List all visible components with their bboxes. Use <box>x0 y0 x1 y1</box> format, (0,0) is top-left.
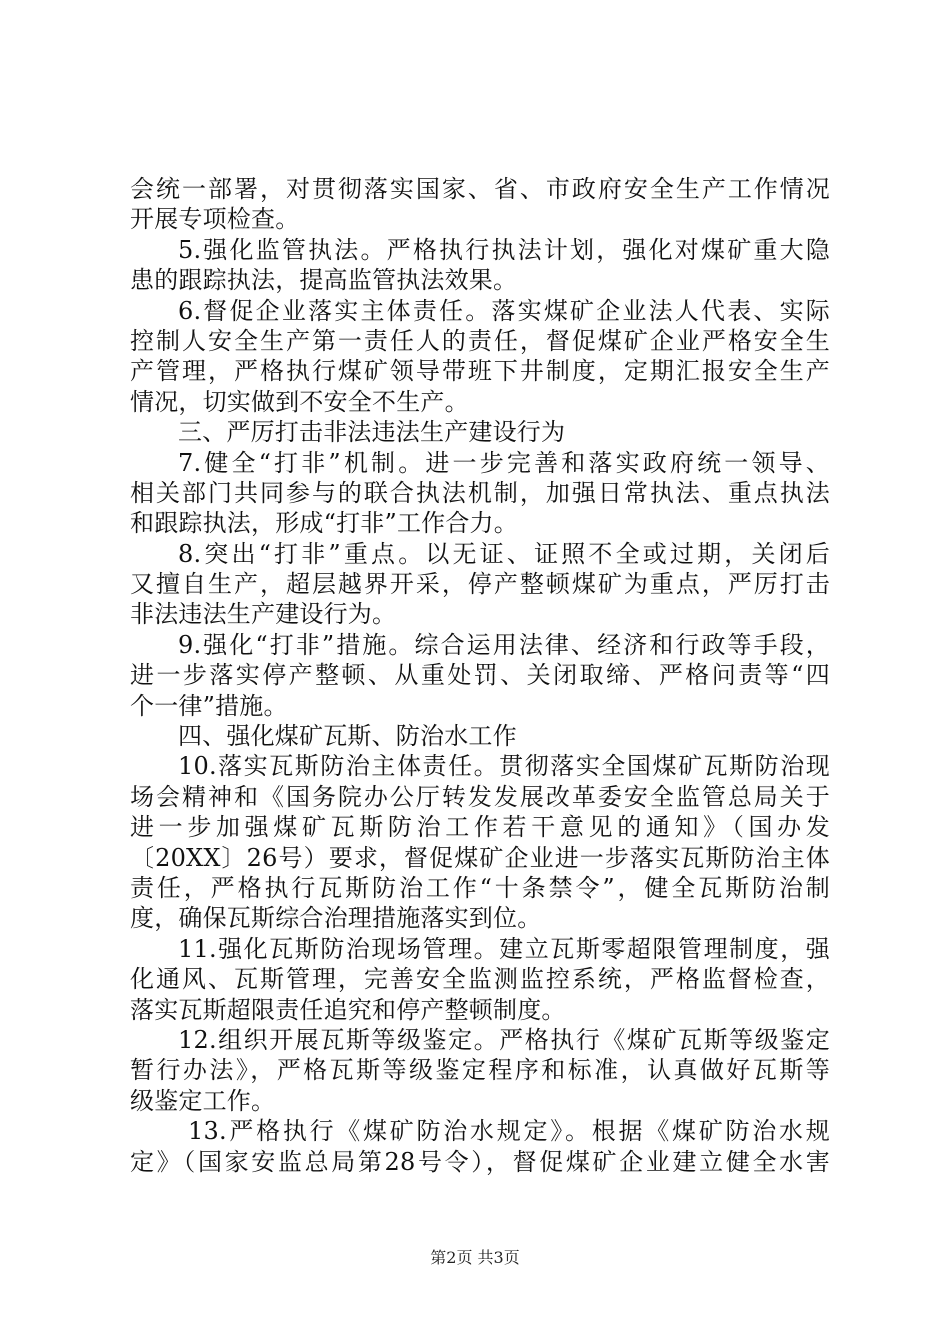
text-line: 级鉴定工作。 <box>130 1086 276 1115</box>
page-number: 第2页 共3页 <box>430 1248 520 1267</box>
text-line: 会统一部署，对贯彻落实国家、省、市政府安全生产工作情况 <box>130 175 830 203</box>
text-line: 个一律”措施。 <box>130 691 288 720</box>
text-line: 暂行办法》，严格瓦斯等级鉴定程序和标准，认真做好瓦斯等 <box>130 1056 830 1085</box>
text-line: 11.强化瓦斯防治现场管理。建立瓦斯零超限管理制度，强 <box>178 934 830 963</box>
text-line: 8.突出“打非”重点。以无证、证照不全或过期，关闭后 <box>178 539 830 568</box>
text-line: 〔20XX〕26号）要求，督促煤矿企业进一步落实瓦斯防治主体 <box>130 843 830 872</box>
text-line: 10.落实瓦斯防治主体责任。贯彻落实全国煤矿瓦斯防治现 <box>178 752 830 781</box>
text-line: 7.健全“打非”机制。进一步完善和落实政府统一领导、 <box>178 448 830 477</box>
text-line: 5.强化监管执法。严格执行执法计划，强化对煤矿重大隐 <box>178 235 830 264</box>
section-heading: 三、严厉打击非法违法生产建设行为 <box>178 418 566 447</box>
text-line: 开展专项检查。 <box>130 205 300 234</box>
text-line: 场会精神和《国务院办公厅转发发展改革委安全监管总局关于 <box>130 782 830 811</box>
text-line: 进一步落实停产整顿、从重处罚、关闭取缔、严格问责等“四 <box>130 661 830 690</box>
document-body <box>130 174 830 1177</box>
text-line: 度，确保瓦斯综合治理措施落实到位。 <box>130 904 542 933</box>
text-line: 患的跟踪执法，提高监管执法效果。 <box>130 266 518 295</box>
text-line: 6.督促企业落实主体责任。落实煤矿企业法人代表、实际 <box>178 296 830 325</box>
text-line: 情况，切实做到不安全不生产。 <box>130 387 469 416</box>
text-line: 和跟踪执法，形成“打非”工作合力。 <box>130 509 518 538</box>
text-line: 又擅自生产，超层越界开采，停产整顿煤矿为重点，严厉打击 <box>130 570 830 599</box>
text-line: 进一步加强煤矿瓦斯防治工作若干意见的通知》（国办发 <box>130 813 830 842</box>
section-heading: 四、强化煤矿瓦斯、防治水工作 <box>178 722 517 751</box>
text-line: 落实瓦斯超限责任追究和停产整顿制度。 <box>130 995 566 1024</box>
text-line: 12.组织开展瓦斯等级鉴定。严格执行《煤矿瓦斯等级鉴定 <box>178 1025 830 1054</box>
text-line: 控制人安全生产第一责任人的责任，督促煤矿企业严格安全生 <box>130 326 830 355</box>
text-line: 责任，严格执行瓦斯防治工作“十条禁令”，健全瓦斯防治制 <box>130 873 830 902</box>
text-line: 相关部门共同参与的联合执法机制，加强日常执法、重点执法 <box>130 478 830 507</box>
text-line: 9.强化“打非”措施。综合运用法律、经济和行政等手段， <box>178 630 830 659</box>
text-line: 非法违法生产建设行为。 <box>130 600 397 629</box>
text-line: 化通风、瓦斯管理，完善安全监测监控系统，严格监督检查， <box>130 965 830 994</box>
text-line: 13.严格执行《煤矿防治水规定》。根据《煤矿防治水规 <box>188 1117 830 1146</box>
text-line: 产管理，严格执行煤矿领导带班下井制度，定期汇报安全生产 <box>130 357 830 386</box>
text-line: 定》（国家安监总局第28号令），督促煤矿企业建立健全水害 <box>130 1147 830 1176</box>
